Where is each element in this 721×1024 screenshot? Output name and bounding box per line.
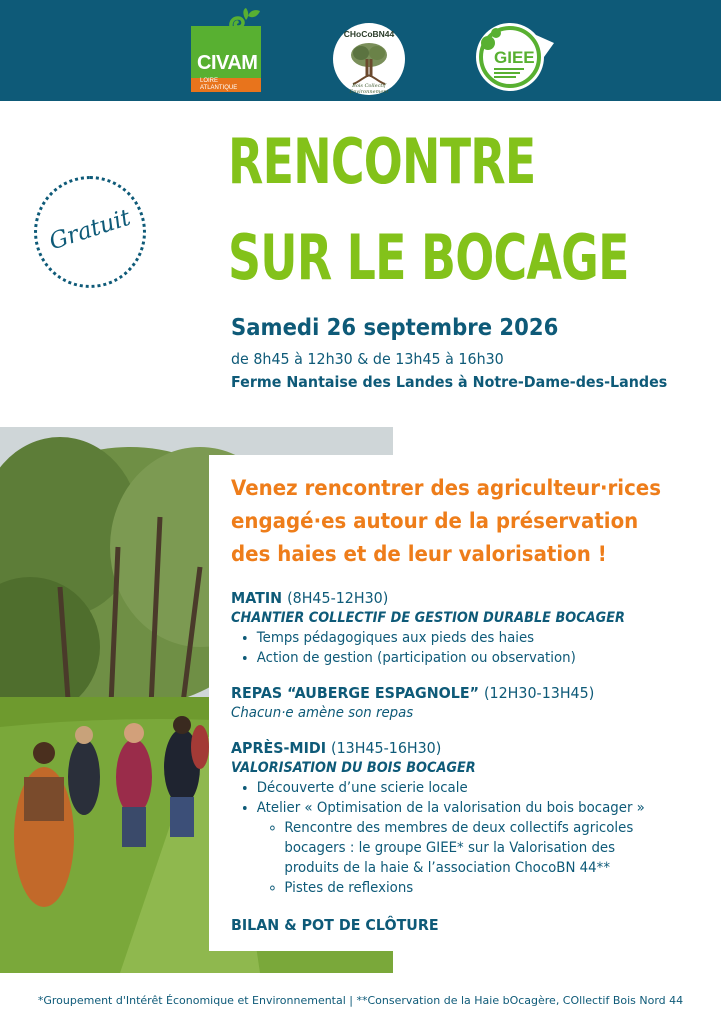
event-hours: de 8h45 à 12h30 & de 13h45 à 16h30 <box>231 350 504 368</box>
afternoon-list <box>231 778 709 898</box>
list-item: ◦ Rencontre des membres de deux collectifs agricoles bocagers : le groupe GIEE* sur la Valorisation des produits de la haie & l’association ChocoBN 44** <box>284 818 709 878</box>
title-line-1: RENCONTRE <box>228 125 536 198</box>
afternoon-subtitle: VALORISATION DU BOIS BOCAGER <box>231 760 476 776</box>
morning-subtitle: CHANTIER COLLECTIF DE GESTION DURABLE BOCAGER <box>231 610 625 626</box>
event-location: Ferme Nantaise des Landes à Notre-Dame-des-Landes <box>231 373 668 391</box>
program-schedule <box>231 588 709 898</box>
free-badge <box>34 176 146 288</box>
afternoon-sublist <box>257 818 710 898</box>
lunch-heading: REPAS “AUBERGE ESPAGNOLE” (12H30-13H45) <box>231 684 595 702</box>
page-title <box>228 114 629 306</box>
chocobn-logo <box>333 23 405 95</box>
giee-logo <box>474 21 554 93</box>
list-item: • Atelier « Optimisation de la valorisation du bois bocager » ◦ Rencontre des membres de deux collectifs agricoles bocagers : le groupe GIEE* sur la Valorisation des produits de la haie & l’association ChocoBN 44** ◦ Pistes de reflexions <box>257 798 710 898</box>
morning-list <box>231 628 709 668</box>
chocobn-logo-text: CHoCoBN44 <box>343 29 395 39</box>
morning-heading: MATIN (8H45-12H30) <box>231 589 389 607</box>
lunch-note: Chacun·e amène son repas <box>231 705 414 721</box>
list-item: • Découverte d’une scierie locale <box>257 778 710 798</box>
title-line-2: SUR LE BOCAGE <box>228 221 629 294</box>
tree-icon <box>349 41 389 85</box>
civam-leaf-icon <box>224 8 262 42</box>
free-badge-label: Gratuit <box>46 204 134 256</box>
list-item: ◦ Pistes de reflexions <box>284 878 709 898</box>
intro-text: Venez rencontrer des agriculteur·rices engagé·es autour de la préservation des haies et de leur valorisation ! <box>231 476 661 567</box>
afternoon-heading: APRÈS-MIDI (13H45-16H30) <box>231 739 442 757</box>
closing-heading: BILAN & POT DE CLÔTURE <box>231 916 439 934</box>
chocobn-logo-tagline: Bois Collectif Environnement <box>349 83 389 95</box>
giee-logo-text: GIEE <box>494 48 535 67</box>
list-item: • Temps pédagogiques aux pieds des haies <box>257 628 710 648</box>
civam-logo-text: CIVAM <box>197 52 258 74</box>
footer-notes: *Groupement d'Intérêt Économique et Environnemental | **Conservation de la Haie bOcagère, COllectif Bois Nord 44 <box>37 994 684 1007</box>
civam-logo-region: LOIRE ATLANTIQUE <box>191 78 261 92</box>
list-item: • Action de gestion (participation ou observation) <box>257 648 710 668</box>
event-date: Samedi 26 septembre 2026 <box>231 315 559 341</box>
